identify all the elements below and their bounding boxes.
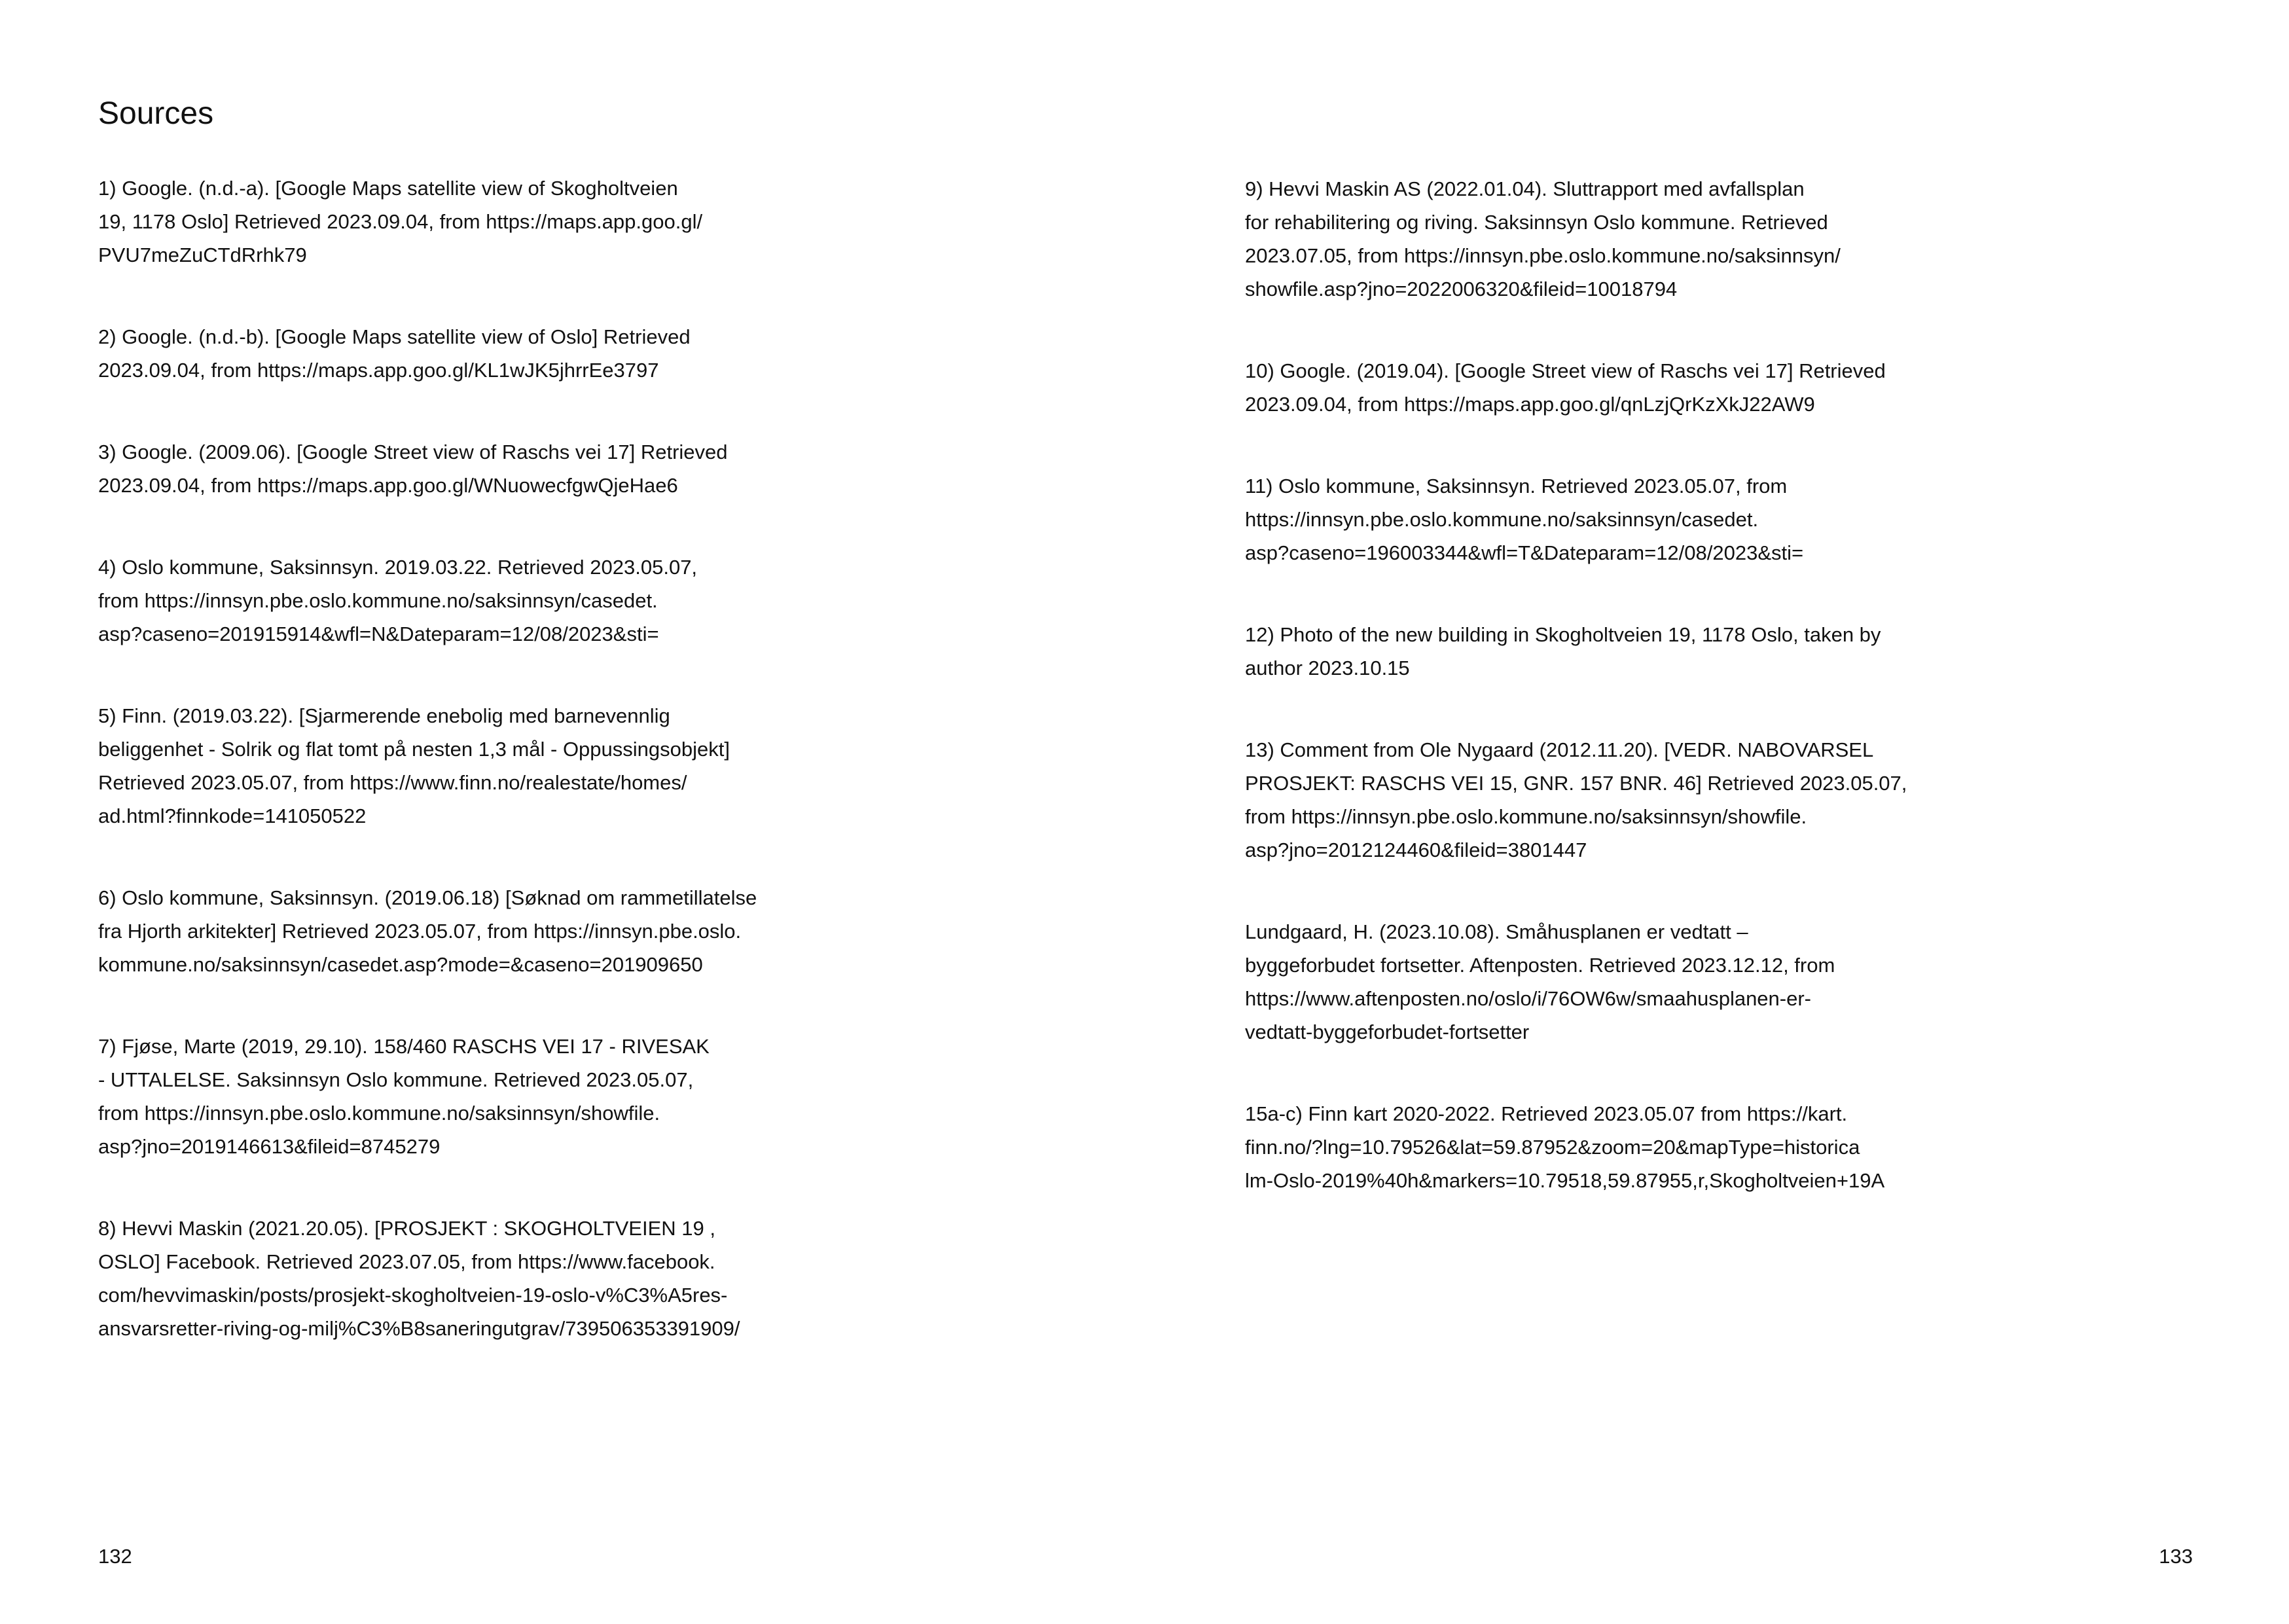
source-entry: 8) Hevvi Maskin (2021.20.05). [PROSJEKT : SKOGHOLTVEIEN 19 , OSLO] Facebook. Retrieved 2023.07.05, from https://www.facebook. com/hevvimaskin/posts/prosjekt-skogholtveien-19-oslo-v%C3%A5res- ansvarsretter-riving-og-milj%C3%B8saneringutgrav/739506353391909/ xyxy=(98,1217,740,1340)
source-entry: 1) Google. (n.d.-a). [Google Maps satellite view of Skogholtveien 19, 1178 Oslo] Retrieved 2023.09.04, from https://maps.app.goo.gl/ PVU7meZuCTdRrhk79 xyxy=(98,177,703,266)
source-entry: 7) Fjøse, Marte (2019, 29.10). 158/460 RASCHS VEI 17 - RIVESAK - UTTALELSE. Saksinnsyn Oslo kommune. Retrieved 2023.05.07, from https://innsyn.pbe.oslo.kommune.no/saksinnsyn/showfile. asp?jno=2019146613&fileid=8745279 xyxy=(98,1035,710,1158)
sources-left-column xyxy=(98,171,818,1394)
source-entry: 9) Hevvi Maskin AS (2022.01.04). Sluttrapport med avfallsplan for rehabilitering og riving. Saksinnsyn Oslo kommune. Retrieved 2023.07.05, from https://innsyn.pbe.oslo.kommune.no/saksinnsyn/ showfile.asp?jno=2022006320&fileid=10018794 xyxy=(1245,177,1841,300)
source-entry: Lundgaard, H. (2023.10.08). Småhusplanen er vedtatt – byggeforbudet fortsetter. Aftenposten. Retrieved 2023.12.12, from https://www.aftenposten.no/oslo/i/76OW6w/smaahusplanen-er- vedtatt-byggeforbudet-fortsetter xyxy=(1245,920,1835,1043)
source-entry: 11) Oslo kommune, Saksinnsyn. Retrieved 2023.05.07, from https://innsyn.pbe.oslo.kommune.no/saksinnsyn/casedet. asp?caseno=196003344&wfl=T&Dateparam=12/08/2023&sti= xyxy=(1245,475,1804,564)
source-entry: 10) Google. (2019.04). [Google Street view of Raschs vei 17] Retrieved 2023.09.04, from https://maps.app.goo.gl/qnLzjQrKzXkJ22AW9 xyxy=(1245,359,1886,416)
sources-right-column xyxy=(1245,172,1965,1246)
source-entry: 4) Oslo kommune, Saksinnsyn. 2019.03.22. Retrieved 2023.05.07, from https://innsyn.pbe.oslo.kommune.no/saksinnsyn/casedet. asp?caseno=201915914&wfl=N&Dateparam=12/08/2023&sti= xyxy=(98,556,698,645)
source-entry: 5) Finn. (2019.03.22). [Sjarmerende enebolig med barnevennlig beliggenhet - Solrik og flat tomt på nesten 1,3 mål - Oppussingsobjekt] Retrieved 2023.05.07, from https://www.finn.no/realestate/homes/ ad.html?finnkode=141050522 xyxy=(98,704,730,827)
source-entry: 15a-c) Finn kart 2020-2022. Retrieved 2023.05.07 from https://kart. finn.no/?lng=10.79526&lat=59.87952&zoom=20&mapType=historica lm-Oslo-2019%40h&markers=10.79518,59.87955,r,Skogholtveien+19A xyxy=(1245,1102,1885,1192)
source-entry: 12) Photo of the new building in Skogholtveien 19, 1178 Oslo, taken by author 2023.10.15 xyxy=(1245,623,1881,679)
page-number-right: 133 xyxy=(2159,1545,2193,1568)
page-number-left: 132 xyxy=(98,1545,132,1568)
source-entry: 13) Comment from Ole Nygaard (2012.11.20). [VEDR. NABOVARSEL PROSJEKT: RASCHS VEI 15, GNR. 157 BNR. 46] Retrieved 2023.05.07, from https://innsyn.pbe.oslo.kommune.no/saksinnsyn/showfile. asp?jno=2012124460&fileid=3801447 xyxy=(1245,738,1907,861)
source-entry: 6) Oslo kommune, Saksinnsyn. (2019.06.18) [Søknad om rammetillatelse fra Hjorth arkitekter] Retrieved 2023.05.07, from https://innsyn.pbe.oslo. kommune.no/saksinnsyn/casedet.asp?mode=&caseno=201909650 xyxy=(98,886,757,976)
source-entry: 2) Google. (n.d.-b). [Google Maps satellite view of Oslo] Retrieved 2023.09.04, from https://maps.app.goo.gl/KL1wJK5jhrrEe3797 xyxy=(98,325,691,382)
page-title: Sources xyxy=(98,96,214,131)
source-entry: 3) Google. (2009.06). [Google Street view of Raschs vei 17] Retrieved 2023.09.04, from https://maps.app.goo.gl/WNuowecfgwQjeHae6 xyxy=(98,441,728,497)
